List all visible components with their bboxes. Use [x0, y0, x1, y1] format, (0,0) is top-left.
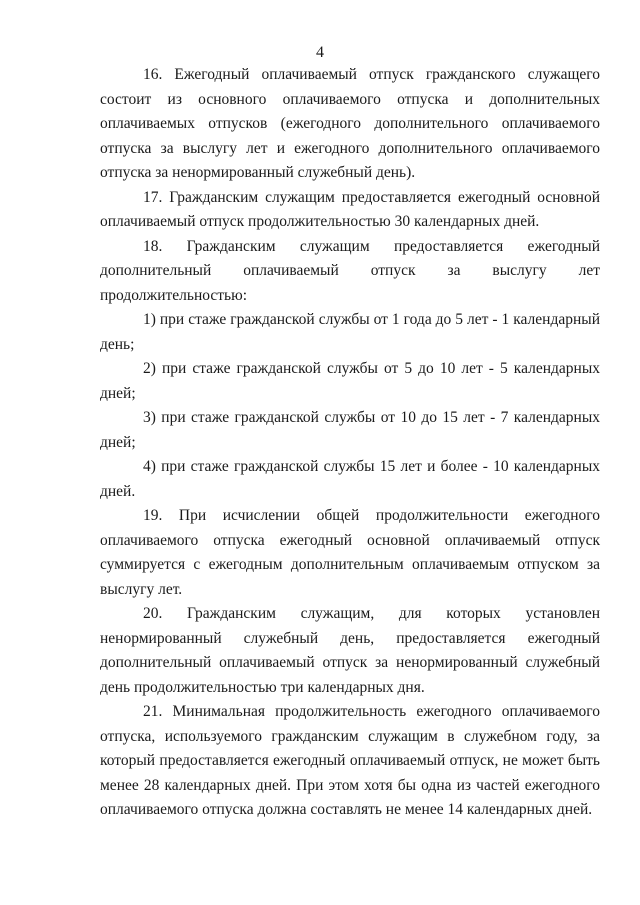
paragraph-18: 18. Гражданским служащим предоставляется ежегодный дополнительный оплачиваемый отпуск за выслугу лет продолжительностью:	[100, 237, 600, 304]
document-body	[100, 63, 600, 823]
page-number: 4	[316, 44, 324, 61]
paragraph-20: 20. Гражданским служащим, для которых установлен ненормированный служебный день, предоставляется ежегодный дополнительный оплачиваемый отпуск за ненормированный служебный день продолжительностью три календарных дня.	[100, 605, 600, 696]
paragraph-17: 17. Гражданским служащим предоставляется ежегодный основной оплачиваемый отпуск продолжительностью 30 календарных дней.	[100, 188, 600, 230]
paragraph-19: 19. При исчислении общей продолжительности ежегодного оплачиваемого отпуска ежегодный основной оплачиваемый отпуск суммируется с ежегодным дополнительным оплачиваемым отпуском за выслугу лет.	[100, 507, 600, 598]
list-item-4: 4) при стаже гражданской службы 15 лет и более - 10 календарных дней.	[100, 458, 600, 500]
list-item-1: 1) при стаже гражданской службы от 1 года до 5 лет - 1 календарный день;	[100, 311, 600, 353]
list-item-2: 2) при стаже гражданской службы от 5 до 10 лет - 5 календарных дней;	[100, 360, 600, 402]
list-item-3: 3) при стаже гражданской службы от 10 до 15 лет - 7 календарных дней;	[100, 409, 600, 451]
paragraph-16: 16. Ежегодный оплачиваемый отпуск гражданского служащего состоит из основного оплачиваемого отпуска и дополнительных оплачиваемых отпусков (ежегодного дополнительного оплачиваемого отпуска за выслугу лет и ежегодного дополнительного оплачиваемого отпуска за ненормированный служебный день).	[100, 66, 600, 181]
paragraph-21: 21. Минимальная продолжительность ежегодного оплачиваемого отпуска, используемого гражданским служащим в служебном году, за который предоставляется ежегодный оплачиваемый отпуск, не может быть менее 28 календарных дней. При этом хотя бы одна из частей ежегодного оплачиваемого отпуска должна составлять не менее 14 календарных дней.	[100, 703, 600, 818]
